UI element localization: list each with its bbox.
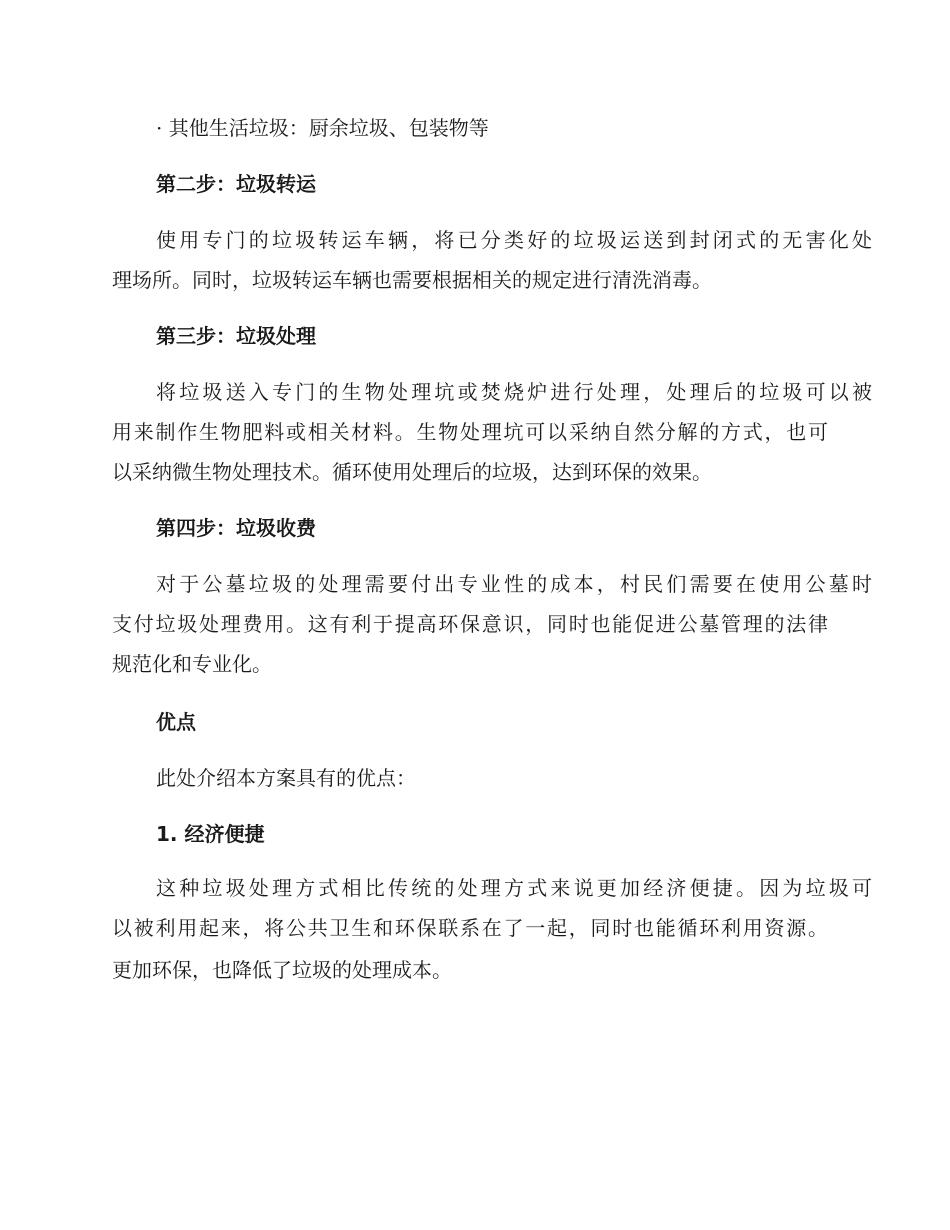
step3-line-3: 以采纳微生物处理技术。循环使用处理后的垃圾，达到环保的效果。 xyxy=(112,460,712,484)
advantage-1-heading: 1. 经济便捷 xyxy=(156,822,265,846)
step2-line-1: 使用专门的垃圾转运车辆，将已分类好的垃圾运送到封闭式的无害化处 xyxy=(156,228,872,252)
step4-line-3: 规范化和专业化。 xyxy=(112,652,272,676)
bullet-other-waste: · 其他生活垃圾：厨余垃圾、包装物等 xyxy=(156,116,489,140)
advantage-1-line-2: 以被利用起来，将公共卫生和环保联系在了一起，同时也能循环利用资源。 xyxy=(112,916,828,940)
step2-heading: 第二步：垃圾转运 xyxy=(156,172,316,196)
step4-heading: 第四步：垃圾收费 xyxy=(156,516,316,540)
step4-line-1: 对于公墓垃圾的处理需要付出专业性的成本，村民们需要在使用公墓时 xyxy=(156,572,872,596)
step3-line-1: 将垃圾送入专门的生物处理坑或焚烧炉进行处理，处理后的垃圾可以被 xyxy=(156,380,872,404)
step4-line-2: 支付垃圾处理费用。这有利于提高环保意识，同时也能促进公墓管理的法律 xyxy=(112,612,828,636)
advantage-1-line-3: 更加环保，也降低了垃圾的处理成本。 xyxy=(112,958,452,982)
step3-heading: 第三步：垃圾处理 xyxy=(156,324,316,348)
step2-line-2: 理场所。同时，垃圾转运车辆也需要根据相关的规定进行清洗消毒。 xyxy=(112,268,712,292)
step3-line-2: 用来制作生物肥料或相关材料。生物处理坑可以采纳自然分解的方式，也可 xyxy=(112,420,828,444)
advantages-intro: 此处介绍本方案具有的优点： xyxy=(156,766,416,790)
advantage-1-line-1: 这种垃圾处理方式相比传统的处理方式来说更加经济便捷。因为垃圾可 xyxy=(156,876,872,900)
advantages-heading: 优点 xyxy=(156,710,196,734)
